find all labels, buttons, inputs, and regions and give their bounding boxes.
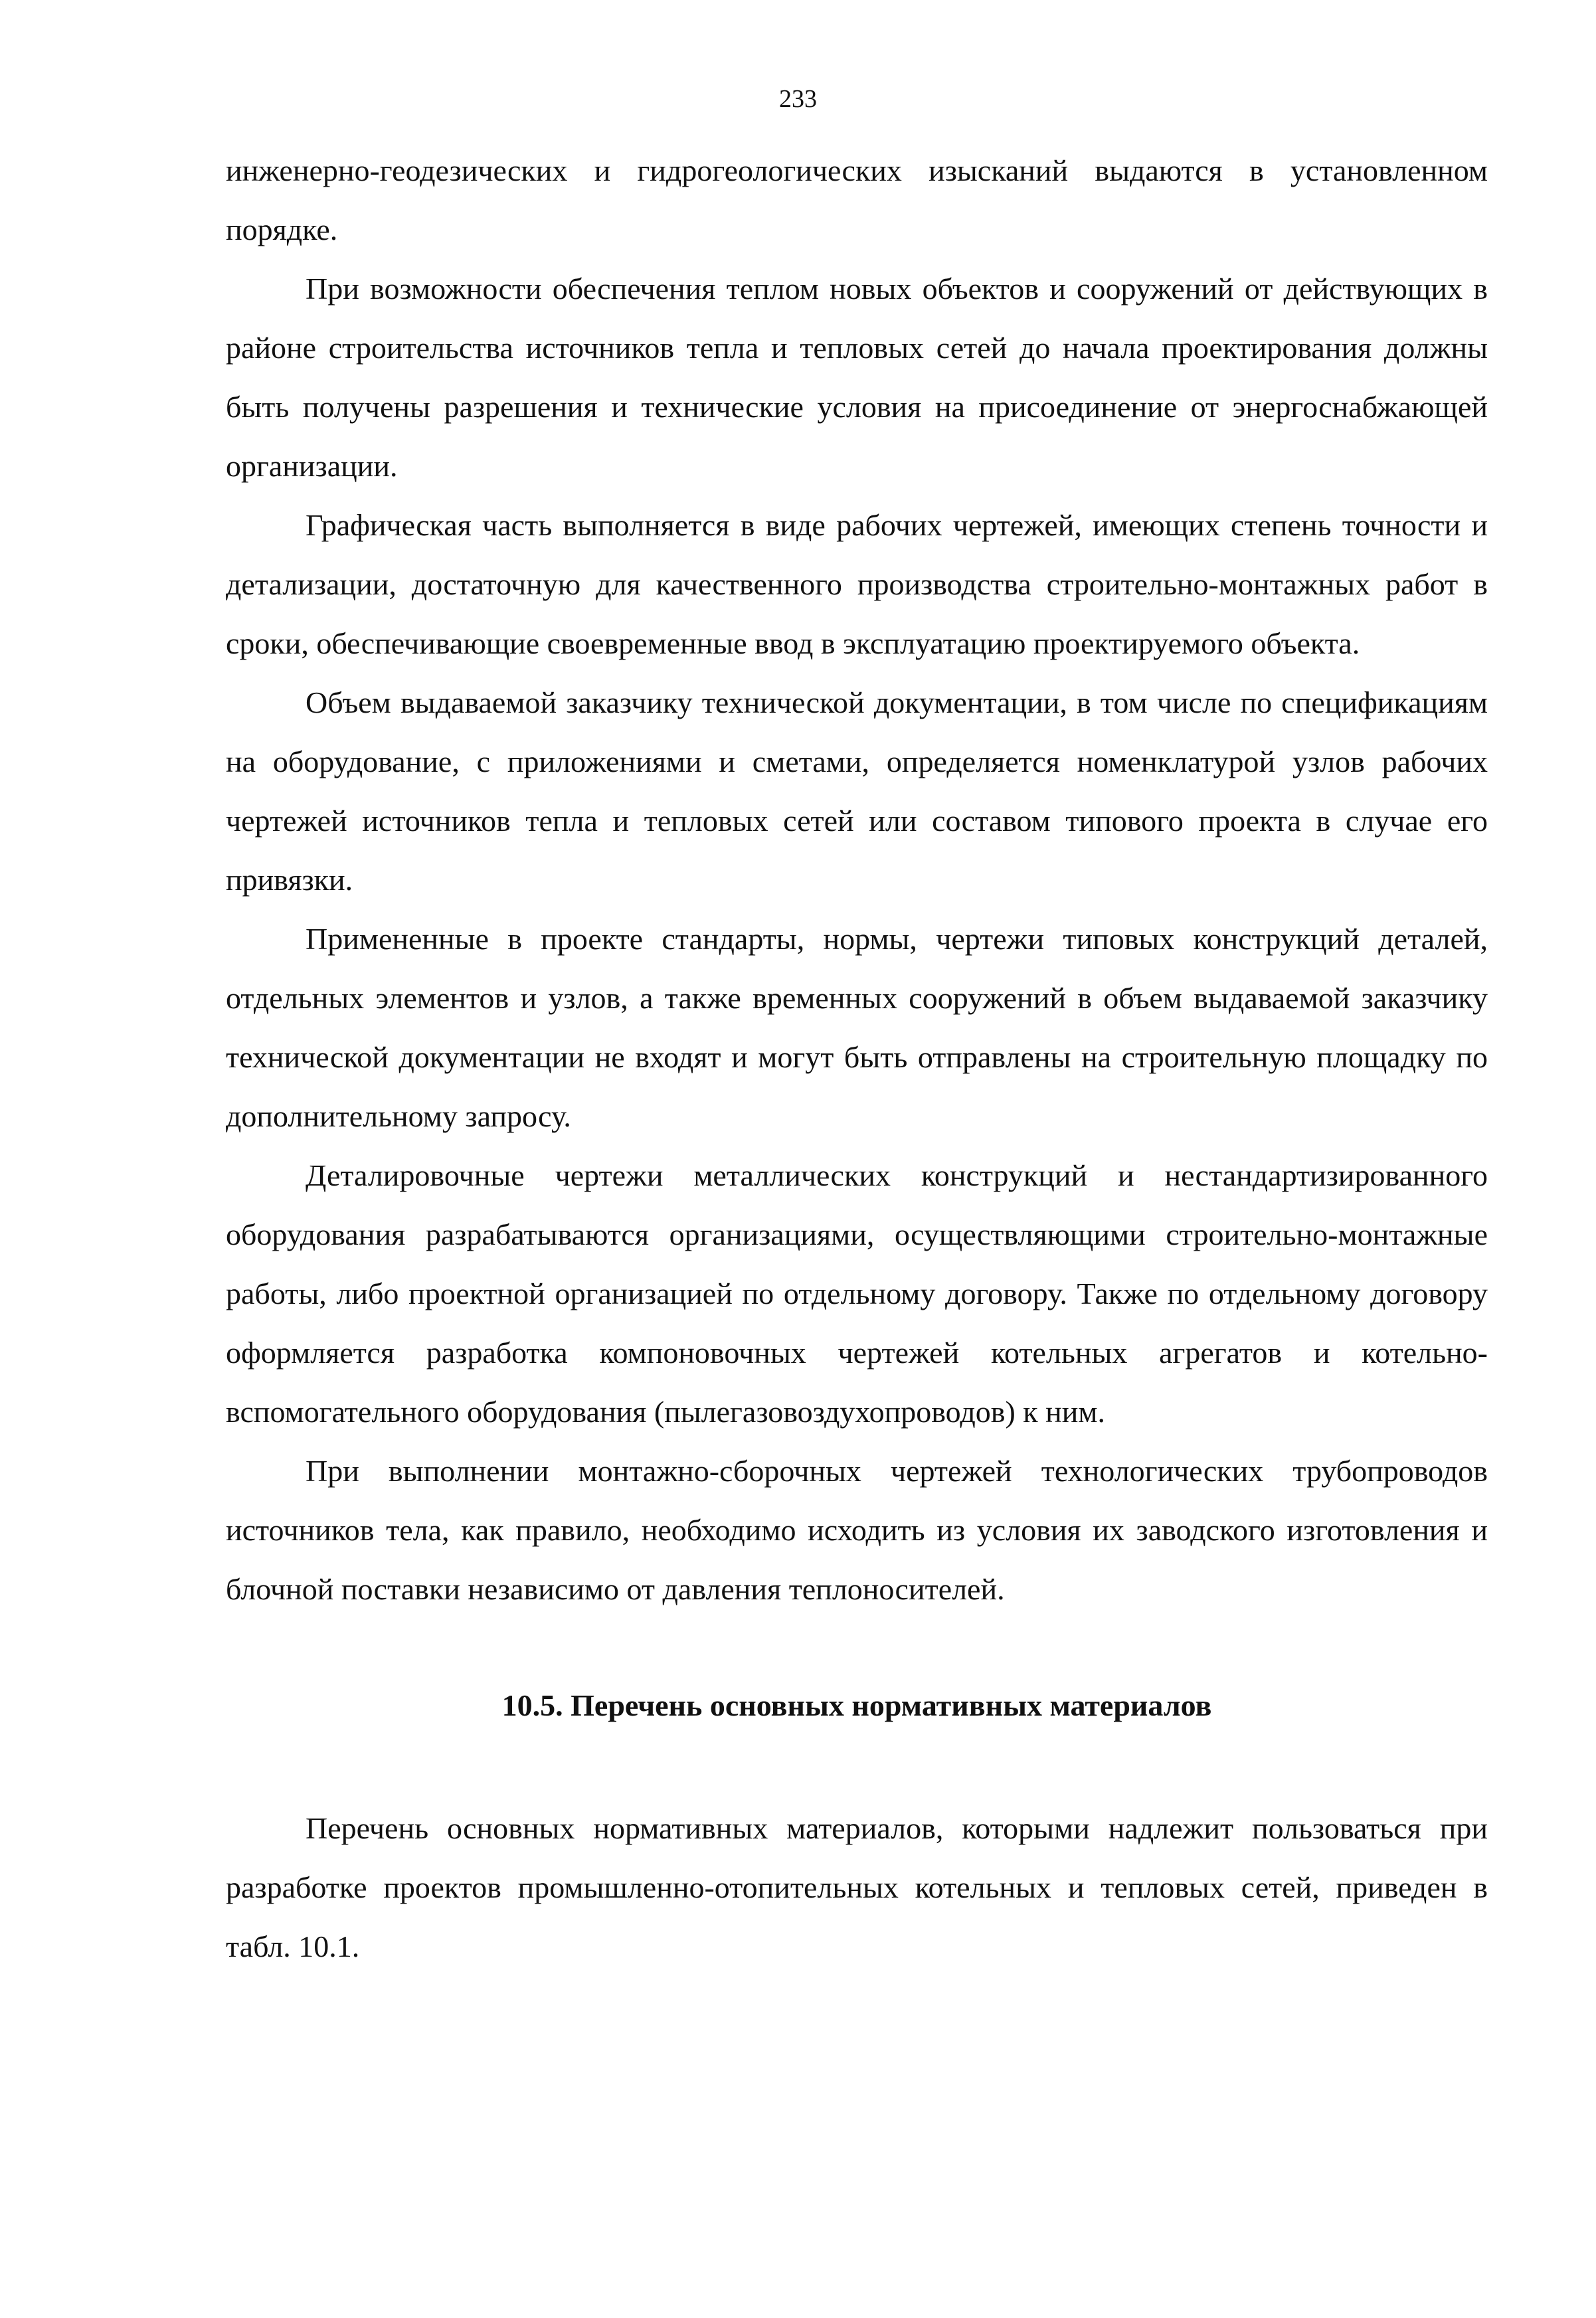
page-number: 233 <box>779 85 817 113</box>
paragraph: Деталировочные чертежи металлических конструкций и нестандартизированного оборудования разрабатываются организациями, осуществляющими строительно-монтажные работы, либо проектной организацией по отдельному договору. Также по отдельному договору оформляется разработка компоновочных чертежей котельных агрегатов и котельно-вспомогательного оборудования (пылегазовоздухопроводов) к ним. <box>226 1158 1488 1429</box>
paragraph: Объем выдаваемой заказчику технической документации, в том числе по спецификациям на оборудование, с приложениями и сметами, определяется номенклатурой узлов рабочих чертежей источников тепла и тепловых сетей или составом типового проекта в случае его привязки. <box>226 685 1488 897</box>
closing-paragraph: Перечень основных нормативных материалов, которыми надлежит пользоваться при разработке проектов промышленно-отопительных котельных и тепловых сетей, приведен в табл. 10.1. <box>226 1811 1488 1963</box>
paragraph: Графическая часть выполняется в виде рабочих чертежей, имеющих степень точности и детализации, достаточную для качественного производства строительно-монтажных работ в сроки, обеспечивающие своевременные ввод в эксплуатацию проектируемого объекта. <box>226 508 1488 660</box>
paragraph: инженерно-геодезических и гидрогеологических изысканий выдаются в установленном порядке. <box>226 153 1488 246</box>
body-text <box>226 141 1488 1976</box>
section-heading: 10.5. Перечень основных нормативных материалов <box>501 1688 1212 1722</box>
paragraph: Примененные в проекте стандарты, нормы, чертежи типовых конструкций деталей, отдельных элементов и узлов, а также временных сооружений в объем выдаваемой заказчику технической документации не входят и могут быть отправлены на строительную площадку по дополнительному запросу. <box>226 922 1488 1133</box>
paragraph: При возможности обеспечения теплом новых объектов и сооружений от действующих в районе строительства источников тепла и тепловых сетей до начала проектирования должны быть получены разрешения и технические условия на присоединение от энергоснабжающей организации. <box>226 272 1488 483</box>
paragraph: При выполнении монтажно-сборочных чертежей технологических трубопроводов источников тела, как правило, необходимо исходить из условия их заводского изготовления и блочной поставки независимо от давления теплоносителей. <box>226 1454 1488 1606</box>
